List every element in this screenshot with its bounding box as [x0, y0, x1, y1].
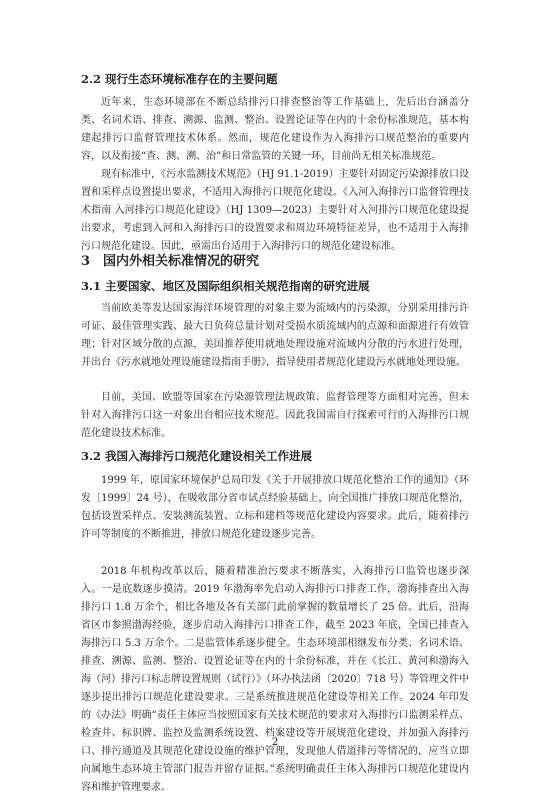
paragraph: 1999 年，原国家环境保护总局印发《关于开展排放口规范化整治工作的通知》（环发〔1999〕24 号），在吸收部分省市试点经验基础上，向全国推广排放口规范化整治，包括设置采样点、安装测流装置、立标和建档等规范化建设内容要求。此后，随着排污许可等制度的不断推进，排放口规范化建设逐步完善。 [81, 475, 469, 540]
paragraph: 近年来，生态环境部在不断总结排污口排查整治等工作基础上，先后出台涵盖分类、名词术语、排查、溯源、监测、整治、设置论证等在内的十余份标准规范，基本构建起排污口监督管理技术体系。然而，规范化建设作为入海排污口规范整治的重要内容，以及衔接“查、测、溯、治”和日常监管的关键一环，目前尚无相关标准规范。 [81, 97, 469, 162]
paragraph: 2018 年机构改革以后，随着精准治污要求不断落实，入海排污口监管也逐步深入。一是底数逐步摸清。2019 年渤海率先启动入海排污口排查工作，渤海排查出入海排污口 1.8 万余个，相比各地及各有关部门此前掌握的数量增长了 25 倍。此后，沿海省区市参照渤海经验，逐步启动入海排污口排查工作，截至 2023 年底，全国已排查入海排污口 5.3 万余个。二是监管体系逐步健全。生态环境部相继发布分类、名词术语、排查、溯源、监测、整治、设置论证等在内的十余份标准，并在《长江、黄河和渤海入海（河）排污口标志牌设置规则（试行）》（环办执法函〔2020〕718 号）等管理文件中逐步提出排污口规范化建设要求。三是系统推进规范化建设等相关工作。2024 年印发的《办法》明确“责任主体应当按照国家有关技术规范的要求对入海排污口监测采样点、检查井、标识牌、监控及监测系统设置、档案建设等开展规范化建设，并加强入海排污口、排污通道及其规范化建设设施的维护管理，发现他人借道排污等情况的，应当立即向属地生态环境主管部门报告并留存证据。”系统明确责任主体入海排污口规范化建设内容和维护管理要求。 [81, 566, 469, 793]
page-number: 2 [271, 737, 279, 748]
section-3-heading: 3 国内外相关标准情况的研究 [81, 254, 260, 269]
section-3-1-heading: 3.1 主要国家、地区及国际组织相关规范指南的研究进展 [81, 279, 370, 293]
paragraph: 当前欧美等发达国家海洋环境管理的对象主要为流域内的污染源，分别采用排污许可证、最佳管理实践、最大日负荷总量计划对受损水质流域内的点源和面源进行有效管理；针对区域分散的点源，美国推荐使用就地处理设施对流域内分散的污水进行处理，并出台《污水就地处理设施建设指南手册》，指导使用者规范化建设污水就地处理设施。 [81, 303, 469, 368]
section-3-2-heading: 3.2 我国入海排污口规范化建设相关工作进展 [81, 449, 313, 463]
paragraph: 现有标准中，《污水监测技术规范》（HJ 91.1-2019）主要针对固定污染源排放口设置和采样点设置提出要求，不适用入海排污口规范化建设。《入河入海排污口监督管理技术指南 入河排污口规范化建设》（HJ 1309—2023）主要针对入河排污口规范化建设提出要求，考虑到入河和入海排污口的设置要求和周边环境特征差异，也不适用于入海排污口规范化建设。因此，亟需出台适用于入海排污口的规范化建设标准。 [81, 169, 469, 252]
section-2-2-heading: 2.2 现行生态环境标准存在的主要问题 [81, 72, 278, 86]
paragraph: 目前，美国、欧盟等国家在污染源管理法规政策、监督管理等方面相对完善，但未针对入海排污口这一对象出台相应技术规范。因此我国需自行探索可行的入海排污口规范化建设技术标准。 [81, 392, 469, 439]
